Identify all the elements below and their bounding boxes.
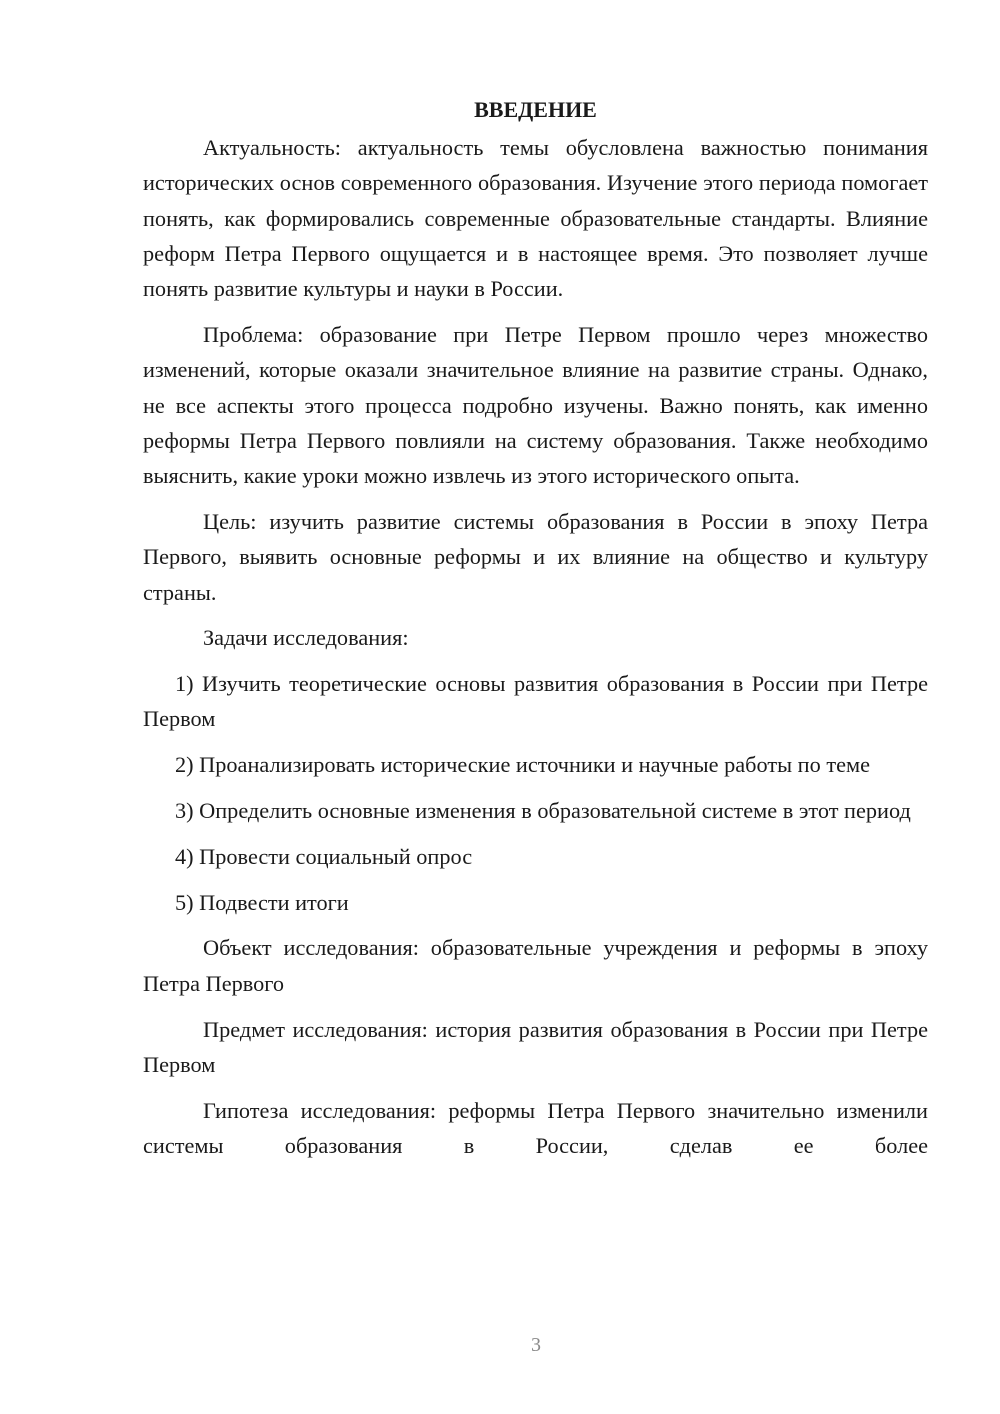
page-number: 3 bbox=[531, 1334, 541, 1356]
document-page bbox=[143, 92, 928, 1174]
paragraph-goal: Цель: изучить развитие системы образования в России в эпоху Петра Первого, выявить основные реформы и их влияние на общество и культуру страны. bbox=[143, 508, 928, 605]
tasks-title: Задачи исследования: bbox=[203, 625, 409, 651]
section-heading: ВВЕДЕНИЕ bbox=[474, 97, 597, 122]
task-item-3: 3) Определить основные изменения в образовательной системе в этот период bbox=[175, 798, 911, 824]
paragraph-problem: Проблема: образование при Петре Первом прошло через множество изменений, которые оказали значительное влияние на развитие страны. Однако, не все аспекты этого процесса подробно изучены. Важно понять, как именно реформы Петра Первого повлияли на систему образования. Также необходимо выяснить, какие уроки можно извлечь из этого исторического опыта. bbox=[143, 321, 928, 489]
paragraph-subject: Предмет исследования: история развития образования в России при Петре Первом bbox=[143, 1016, 928, 1077]
task-item-4: 4) Провести социальный опрос bbox=[175, 843, 473, 869]
paragraph-object: Объект исследования: образовательные учреждения и реформы в эпоху Петра Первого bbox=[143, 935, 928, 996]
paragraph-hypothesis: Гипотеза исследования: реформы Петра Первого значительно изменили системы образования в России, сделав ее более bbox=[143, 1097, 928, 1158]
task-item-1: 1) Изучить теоретические основы развития образования в России при Петре Первом bbox=[143, 671, 928, 732]
paragraph-relevance: Актуальность: актуальность темы обусловлена важностью понимания исторических основ современного образования. Изучение этого периода помогает понять, как формировались современные образовательные стандарты. Влияние реформ Петра Первого ощущается и в настоящее время. Это позволяет лучше понять развитие культуры и науки в России. bbox=[143, 135, 928, 302]
task-item-5: 5) Подвести итоги bbox=[175, 889, 349, 915]
task-item-2: 2) Проанализировать исторические источники и научные работы по теме bbox=[175, 752, 870, 778]
